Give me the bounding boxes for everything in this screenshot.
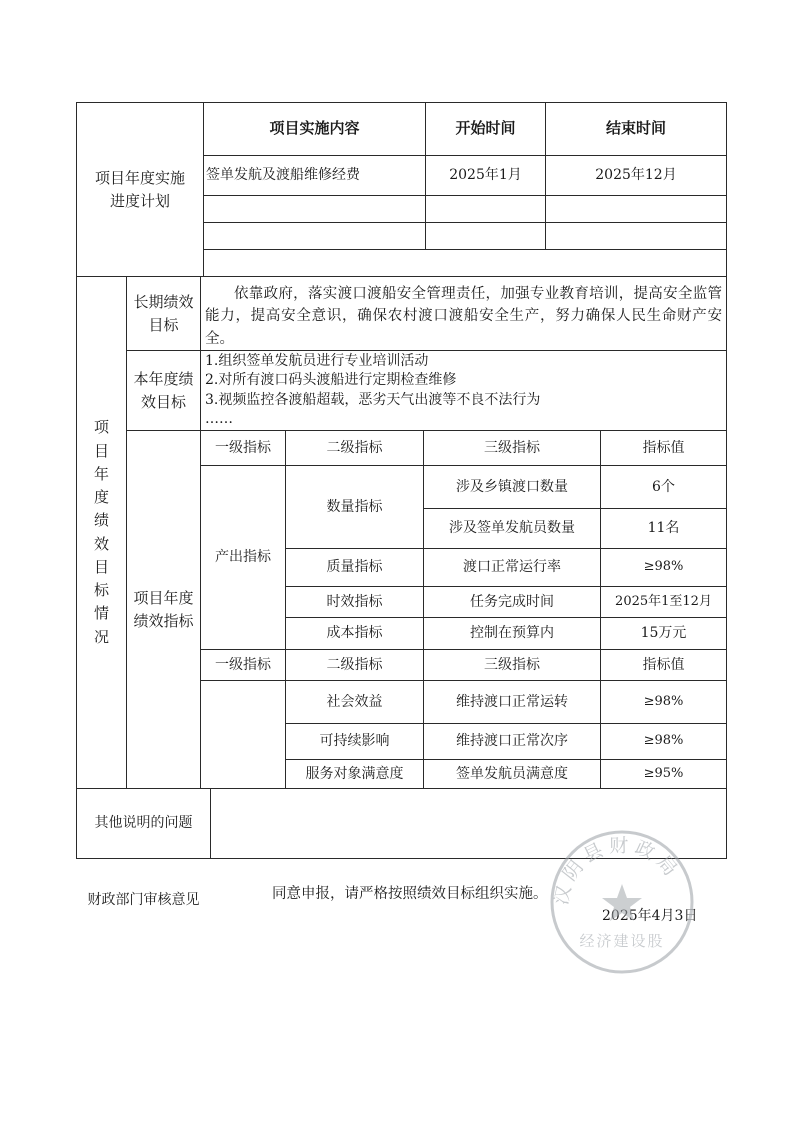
- indicator-header-level1: 一级指标: [215, 439, 271, 456]
- indicators-label-text: 项目年度绩效指标: [133, 589, 194, 630]
- schedule-row-content: 签单发航及渡船维修经费: [206, 167, 360, 184]
- review-opinion: 同意申报，请严格按照绩效目标组织实施。: [272, 886, 548, 903]
- divider: [203, 222, 727, 223]
- goals-section-label: [77, 277, 126, 788]
- schedule-row-end: 2025年12月: [595, 167, 677, 184]
- indicator-header-level2: 二级指标: [326, 439, 383, 456]
- seal-stamp-top-text: 汉阴县财政局: [550, 834, 685, 907]
- indicator-header-level3: 三级指标: [484, 439, 540, 456]
- schedule-header-start: 开始时间: [455, 119, 516, 138]
- indicator-level2: 质量指标: [326, 559, 383, 576]
- schedule-header-end: 结束时间: [605, 119, 666, 138]
- indicator-level3: 签单发航员满意度: [456, 765, 568, 782]
- long-term-text: [201, 277, 726, 350]
- schedule-label: [77, 103, 203, 276]
- long-term-label: [127, 277, 200, 350]
- indicator-level3: 涉及签单发航员数量: [449, 520, 575, 537]
- schedule-header-content: 项目实施内容: [269, 119, 360, 138]
- indicator-level2: 时效指标: [326, 593, 383, 610]
- indicator-level3: 控制在预算内: [470, 625, 554, 642]
- indicator-value: 11名: [647, 520, 680, 537]
- indicator-level2: 可持续影响: [319, 733, 390, 750]
- indicator-level3: 涉及乡镇渡口数量: [456, 478, 568, 495]
- indicator-header2-level1: 一级指标: [215, 656, 271, 673]
- divider: [203, 249, 727, 250]
- indicator-header2-value: 指标值: [642, 656, 685, 673]
- indicator-header-value: 指标值: [642, 439, 685, 456]
- indicator-value: 15万元: [640, 625, 687, 642]
- indicator-value: 2025年1至12月: [615, 593, 712, 609]
- annual-label-text: 本年度绩效目标: [133, 370, 194, 411]
- review-date: 2025年4月3日: [602, 907, 698, 924]
- goals-section-label-text: 项目年度绩效目标情况: [93, 418, 109, 646]
- indicator-level3: 维持渡口正常运转: [456, 693, 568, 710]
- list-item: 1.组织签单发航员进行专业培训活动: [205, 353, 429, 369]
- indicator-value: ≥98%: [643, 733, 684, 749]
- indicator-level2: 服务对象满意度: [305, 765, 404, 782]
- annual-label: [127, 351, 200, 430]
- table-border-right: [726, 102, 727, 859]
- schedule-row-start: 2025年1月: [449, 167, 522, 184]
- list-item: 2.对所有渡口码头渡船进行定期检查维修: [205, 372, 457, 389]
- indicator-level3: 维持渡口正常次序: [456, 733, 568, 750]
- indicator-value: ≥98%: [643, 693, 684, 709]
- output-level1: 产出指标: [215, 549, 271, 566]
- other-label: 其他说明的问题: [94, 815, 193, 832]
- review-label: 财政部门审核意见: [87, 891, 200, 908]
- indicator-header2-level3: 三级指标: [484, 656, 540, 673]
- indicator-value: ≥95%: [643, 765, 684, 781]
- indicator-header2-level2: 二级指标: [326, 656, 383, 673]
- indicator-level3: 任务完成时间: [470, 593, 554, 610]
- schedule-label-text: 项目年度实施进度计划: [94, 169, 185, 210]
- quantity-label: 数量指标: [326, 498, 383, 515]
- indicator-value: ≥98%: [643, 559, 684, 575]
- indicator-level2: 社会效益: [326, 693, 383, 710]
- long-term-label-text: 长期绩效目标: [133, 293, 194, 334]
- indicators-label: [127, 431, 200, 788]
- indicator-value: 6个: [652, 478, 675, 495]
- list-item: ……: [205, 410, 233, 427]
- indicator-level2: 成本指标: [326, 625, 383, 642]
- effect-level1: [201, 681, 285, 788]
- seal-stamp-bottom-text: 经济建设股: [579, 932, 665, 950]
- long-term-text-body: 依靠政府，落实渡口渡船安全管理责任，加强专业教育培训，提高安全监管能力，提高安全意识，确保农村渡口渡船安全生产，努力确保人民生命财产安全。: [205, 286, 722, 347]
- indicator-level3: 渡口正常运行率: [463, 559, 561, 576]
- seal-star-icon: [602, 884, 642, 921]
- seal-stamp: [548, 828, 696, 976]
- divider: [203, 195, 727, 196]
- list-item: 3.视频监控各渡船超载，恶劣天气出渡等不良不法行为: [205, 391, 541, 408]
- annual-items: [201, 351, 726, 430]
